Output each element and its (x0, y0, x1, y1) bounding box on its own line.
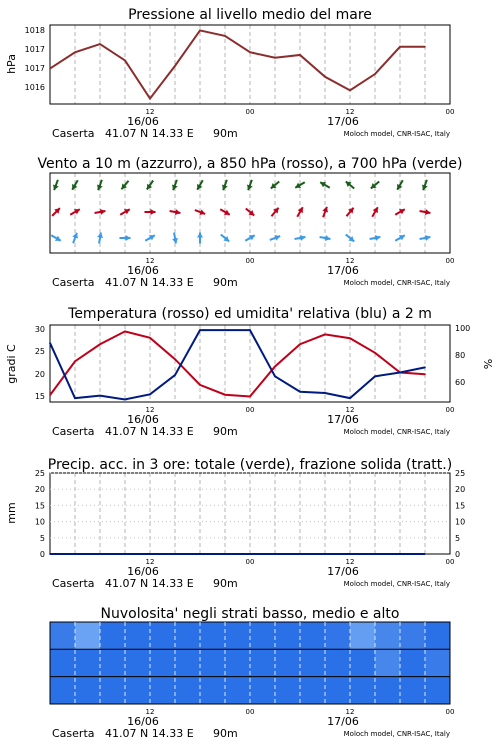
cloud-cell (75, 677, 101, 705)
temperature-line-point (74, 361, 76, 363)
humidity-ytick: 80 (455, 351, 466, 360)
date-label: 17/06 (327, 115, 359, 128)
cloud-cell (175, 649, 201, 677)
precipitation-line-point (274, 553, 276, 555)
location-coords: 41.07 N 14.33 E (105, 727, 194, 740)
precipitation-line-point (99, 553, 101, 555)
temperature-panel (5, 306, 495, 402)
location-elevation: 90m (213, 425, 238, 438)
cloud-title: Nuvolosita' negli strati basso, medio e alto (100, 606, 400, 622)
cloud-cell (175, 677, 201, 705)
location-coords: 41.07 N 14.33 E (105, 276, 194, 289)
time-tick-label: 00 (445, 108, 455, 116)
model-credit: Moloch model, CNR-ISAC, Italy (343, 428, 450, 436)
time-tick-label: 12 (145, 406, 155, 414)
humidity-line-point (149, 394, 151, 396)
precipitation-ytick-right: 20 (455, 485, 466, 495)
temperature-line-point (249, 396, 251, 398)
date-label: 17/06 (327, 413, 359, 426)
pressure-ytick: 1017 (24, 45, 45, 54)
time-tick-label: 12 (345, 558, 355, 566)
cloud-cell (50, 649, 76, 677)
cloud-cell (300, 677, 326, 705)
time-tick-label: 12 (145, 708, 155, 716)
pressure-line-point (124, 60, 126, 62)
humidity-ytick: 60 (455, 378, 466, 387)
cloud-cell (75, 649, 101, 677)
cloud-cell (375, 677, 401, 705)
time-tick-label: 12 (145, 108, 155, 116)
cloud-cell (375, 622, 401, 650)
precipitation-ytick-right: 0 (455, 550, 461, 559)
precipitation-line-point (249, 553, 251, 555)
precipitation-ytick: 25 (34, 469, 45, 478)
location-name: Caserta (52, 127, 95, 140)
time-tick-label: 12 (345, 108, 355, 116)
temperature-line-point (199, 384, 201, 386)
temperature-line-point (349, 337, 351, 339)
pressure-plot-frame (50, 25, 450, 104)
precipitation-panel (5, 457, 465, 559)
cloud-cell (400, 677, 426, 705)
temperature-title: Temperatura (rosso) ed umidita' relativa (blu) a 2 m (68, 306, 432, 322)
humidity-line-point (274, 376, 276, 378)
pressure-panel (5, 7, 450, 104)
temperature-ytick: 20 (34, 370, 45, 379)
temperature-line-point (299, 343, 301, 345)
pressure-line-point (49, 68, 51, 70)
pressure-line-point (74, 51, 76, 53)
wind-panel (37, 156, 462, 253)
temperature-line-point (149, 337, 151, 339)
model-credit: Moloch model, CNR-ISAC, Italy (343, 130, 450, 138)
cloud-cell (125, 622, 151, 650)
model-credit: Moloch model, CNR-ISAC, Italy (343, 730, 450, 738)
temperature-line-point (49, 394, 51, 396)
cloud-cell (250, 622, 276, 650)
precipitation-line-point (124, 553, 126, 555)
wind-arrow-head (151, 209, 156, 215)
time-tick-label: 00 (245, 558, 255, 566)
model-credit: Moloch model, CNR-ISAC, Italy (343, 580, 450, 588)
date-label: 16/06 (127, 715, 159, 728)
temperature-line-point (274, 366, 276, 368)
temperature-ytick: 30 (34, 325, 45, 334)
cloud-cell (275, 649, 301, 677)
time-tick-label: 12 (145, 558, 155, 566)
pressure-line-point (99, 43, 101, 45)
temperature-line-point (99, 343, 101, 345)
pressure-ytick: 1018 (24, 26, 45, 35)
precipitation-line-point (424, 553, 426, 555)
cloud-cell (100, 677, 126, 705)
temperature-line-point (224, 394, 226, 396)
temperature-line-point (324, 334, 326, 336)
location-name: Caserta (52, 727, 95, 740)
pressure-line (50, 30, 425, 98)
precipitation-ytick-right: 15 (455, 501, 466, 511)
precipitation-ytick: 15 (34, 501, 45, 511)
cloud-cell (225, 649, 251, 677)
location-elevation: 90m (213, 276, 238, 289)
date-label: 17/06 (327, 715, 359, 728)
humidity-ytick: 100 (455, 324, 471, 333)
cloud-cell (350, 649, 376, 677)
precipitation-line-point (224, 553, 226, 555)
cloud-cell (300, 649, 326, 677)
pressure-ytick: 1016 (24, 83, 45, 92)
location-coords: 41.07 N 14.33 E (105, 127, 194, 140)
precipitation-line-point (49, 553, 51, 555)
cloud-cell (425, 649, 451, 677)
date-label: 16/06 (127, 565, 159, 578)
time-tick-label: 00 (445, 708, 455, 716)
time-tick-label: 00 (245, 406, 255, 414)
cloud-cell (400, 622, 426, 650)
temperature-line-point (124, 331, 126, 333)
cloud-cell (425, 622, 451, 650)
pressure-line-point (149, 98, 151, 100)
cloud-cell (225, 677, 251, 705)
precipitation-line-point (149, 553, 151, 555)
pressure-title: Pressione al livello medio del mare (128, 7, 372, 23)
precipitation-ytick-right: 25 (455, 469, 466, 478)
time-tick-label: 00 (245, 708, 255, 716)
precipitation-ytick: 5 (39, 533, 45, 543)
cloud-cell (275, 622, 301, 650)
date-label: 17/06 (327, 264, 359, 277)
precipitation-line-point (324, 553, 326, 555)
precipitation-ytick: 0 (39, 550, 45, 559)
cloud-cell (150, 649, 176, 677)
precipitation-line-point (199, 553, 201, 555)
time-tick-label: 12 (345, 406, 355, 414)
cloud-cell (125, 649, 151, 677)
location-name: Caserta (52, 577, 95, 590)
location-elevation: 90m (213, 727, 238, 740)
time-tick-label: 00 (245, 108, 255, 116)
cloud-cell (50, 677, 76, 705)
temperature-ylabel: gradi C (5, 344, 18, 384)
precipitation-ytick: 20 (34, 485, 45, 495)
humidity-line-point (99, 395, 101, 397)
humidity-line-point (249, 329, 251, 331)
date-label: 16/06 (127, 413, 159, 426)
humidity-line-point (374, 376, 376, 378)
pressure-line-point (399, 46, 401, 48)
precipitation-line-point (374, 553, 376, 555)
time-tick-label: 12 (145, 257, 155, 265)
time-tick-label: 12 (345, 257, 355, 265)
pressure-line-point (249, 51, 251, 53)
cloud-cell (150, 677, 176, 705)
cloud-cell (325, 677, 351, 705)
temperature-line-point (174, 358, 176, 360)
pressure-ylabel: hPa (5, 54, 18, 74)
pressure-ytick: 1017 (24, 64, 45, 73)
precipitation-ytick-right: 5 (455, 533, 461, 543)
cloud-panel (50, 606, 451, 705)
humidity-line-point (399, 372, 401, 374)
precipitation-line-point (399, 553, 401, 555)
time-tick-label: 00 (445, 558, 455, 566)
cloud-cell (200, 677, 226, 705)
cloud-cell (225, 622, 251, 650)
location-name: Caserta (52, 276, 95, 289)
precipitation-ytick: 10 (34, 517, 45, 527)
cloud-cell (125, 677, 151, 705)
cloud-cell (300, 622, 326, 650)
precipitation-ytick-right: 10 (455, 517, 466, 527)
cloud-cell (250, 649, 276, 677)
cloud-cell (50, 622, 76, 650)
cloud-cell (350, 677, 376, 705)
time-tick-label: 00 (445, 406, 455, 414)
humidity-line-point (299, 391, 301, 393)
cloud-cell (250, 677, 276, 705)
cloud-cell (425, 677, 451, 705)
pressure-line-point (174, 65, 176, 67)
precipitation-ylabel: mm (5, 502, 18, 524)
humidity-line-point (124, 399, 126, 401)
pressure-line-point (324, 76, 326, 78)
cloud-cell (350, 622, 376, 650)
date-label: 16/06 (127, 264, 159, 277)
date-label: 16/06 (127, 115, 159, 128)
temperature-ytick: 25 (34, 347, 45, 356)
cloud-cell (100, 622, 126, 650)
pressure-line-point (224, 35, 226, 37)
humidity-line-point (174, 374, 176, 376)
wind-title: Vento a 10 m (azzurro), a 850 hPa (rosso), a 700 hPa (verde) (37, 156, 463, 172)
time-tick-label: 00 (245, 257, 255, 265)
humidity-line-point (224, 329, 226, 331)
cloud-cell (100, 649, 126, 677)
cloud-cell (200, 622, 226, 650)
wind-arrow-head (197, 233, 203, 238)
humidity-line-point (349, 397, 351, 399)
location-name: Caserta (52, 425, 95, 438)
precipitation-plot-frame (50, 473, 450, 554)
humidity-line-point (424, 367, 426, 369)
time-tick-label: 12 (345, 708, 355, 716)
location-elevation: 90m (213, 127, 238, 140)
cloud-cell (400, 649, 426, 677)
precipitation-title: Precip. acc. in 3 ore: totale (verde), frazione solida (tratt.) (47, 457, 453, 473)
cloud-cell (325, 622, 351, 650)
humidity-line-point (199, 329, 201, 331)
humidity-ylabel: % (482, 358, 495, 370)
pressure-line-point (349, 90, 351, 92)
precipitation-line-point (299, 553, 301, 555)
cloud-cell (375, 649, 401, 677)
temperature-line-point (374, 352, 376, 354)
temperature-ytick: 15 (34, 392, 45, 401)
cloud-cell (75, 622, 101, 650)
date-label: 17/06 (327, 565, 359, 578)
precipitation-line-point (349, 553, 351, 555)
location-coords: 41.07 N 14.33 E (105, 425, 194, 438)
model-credit: Moloch model, CNR-ISAC, Italy (343, 279, 450, 287)
wind-arrow-head (126, 235, 131, 241)
pressure-line-point (199, 30, 201, 32)
precipitation-line-point (74, 553, 76, 555)
cloud-cell (150, 622, 176, 650)
humidity-line-point (74, 397, 76, 399)
temperature-line-point (424, 373, 426, 375)
cloud-cell (275, 677, 301, 705)
pressure-line-point (274, 57, 276, 59)
pressure-line-point (424, 46, 426, 48)
cloud-cell (175, 622, 201, 650)
precipitation-line-point (174, 553, 176, 555)
location-coords: 41.07 N 14.33 E (105, 577, 194, 590)
pressure-line-point (374, 73, 376, 75)
cloud-cell (325, 649, 351, 677)
location-elevation: 90m (213, 577, 238, 590)
pressure-line-point (299, 54, 301, 56)
humidity-line-point (49, 342, 51, 344)
cloud-cell (200, 649, 226, 677)
temperature-line (50, 331, 425, 396)
time-tick-label: 00 (445, 257, 455, 265)
humidity-line-point (324, 392, 326, 394)
